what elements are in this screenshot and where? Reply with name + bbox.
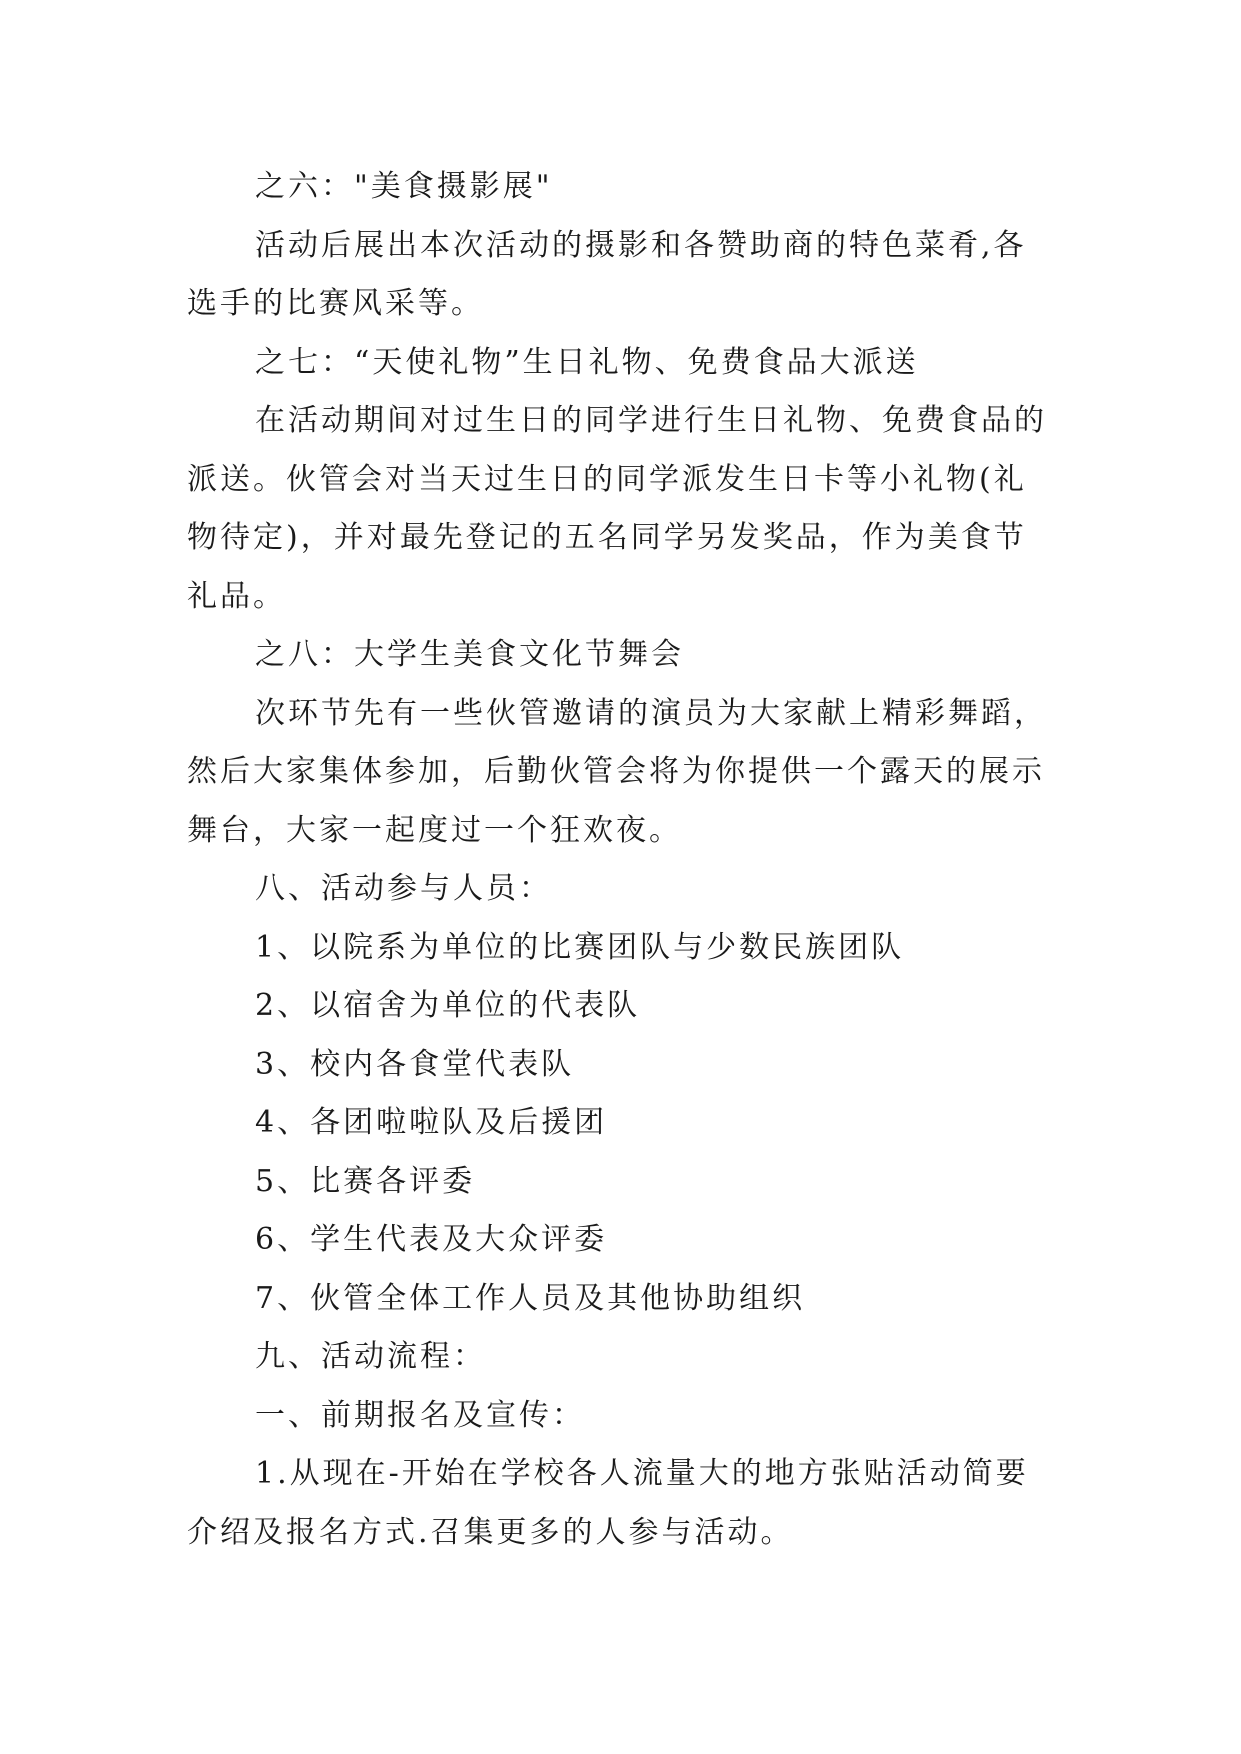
list-item-participant-4: 4、各团啦啦队及后援团 (255, 1105, 608, 1140)
heading-registration-promotion: 一、前期报名及宣传： (255, 1397, 585, 1433)
list-item-participant-5: 5、比赛各评委 (255, 1163, 476, 1199)
paragraph-section-six-title: 之六："美食摄影展" (255, 169, 553, 204)
list-item-participant-6: 6、学生代表及大众评委 (255, 1222, 608, 1257)
paragraph-section-eight-title: 之八：大学生美食文化节舞会 (255, 637, 684, 672)
paragraph-section-eight-body: 次环节先有一些伙管邀请的演员为大家献上精彩舞蹈，然后大家集体参加，后勤伙管会将为你提供一个露天的展示舞台，大家一起度过一个狂欢夜。 (187, 695, 1047, 848)
paragraph-registration-step-1: 1.从现在-开始在学校各人流量大的地方张贴活动简要介绍及报名方式.召集更多的人参与活动。 (187, 1456, 1029, 1550)
paragraph-section-seven-body: 在活动期间对过生日的同学进行生日礼物、免费食品的派送。伙管会对当天过生日的同学派发生日卡等小礼物(礼物待定)，并对最先登记的五名同学另发奖品，作为美食节礼品。 (187, 403, 1047, 614)
list-item-participant-3: 3、校内各食堂代表队 (255, 1046, 575, 1082)
list-item-participant-1: 1、以院系为单位的比赛团队与少数民族团队 (255, 929, 905, 965)
list-item-participant-7: 7、伙管全体工作人员及其他协助组织 (255, 1280, 806, 1316)
list-item-participant-2: 2、以宿舍为单位的代表队 (255, 988, 641, 1023)
paragraph-section-six-body: 活动后展出本次活动的摄影和各赞助商的特色菜肴,各选手的比赛风采等。 (187, 227, 1027, 321)
paragraph-section-seven-title: 之七：“天使礼物”生日礼物、免费食品大派送 (255, 344, 919, 380)
heading-activity-process: 九、活动流程： (255, 1339, 486, 1374)
heading-participants: 八、活动参与人员： (255, 871, 552, 906)
document-body (187, 158, 1057, 1562)
